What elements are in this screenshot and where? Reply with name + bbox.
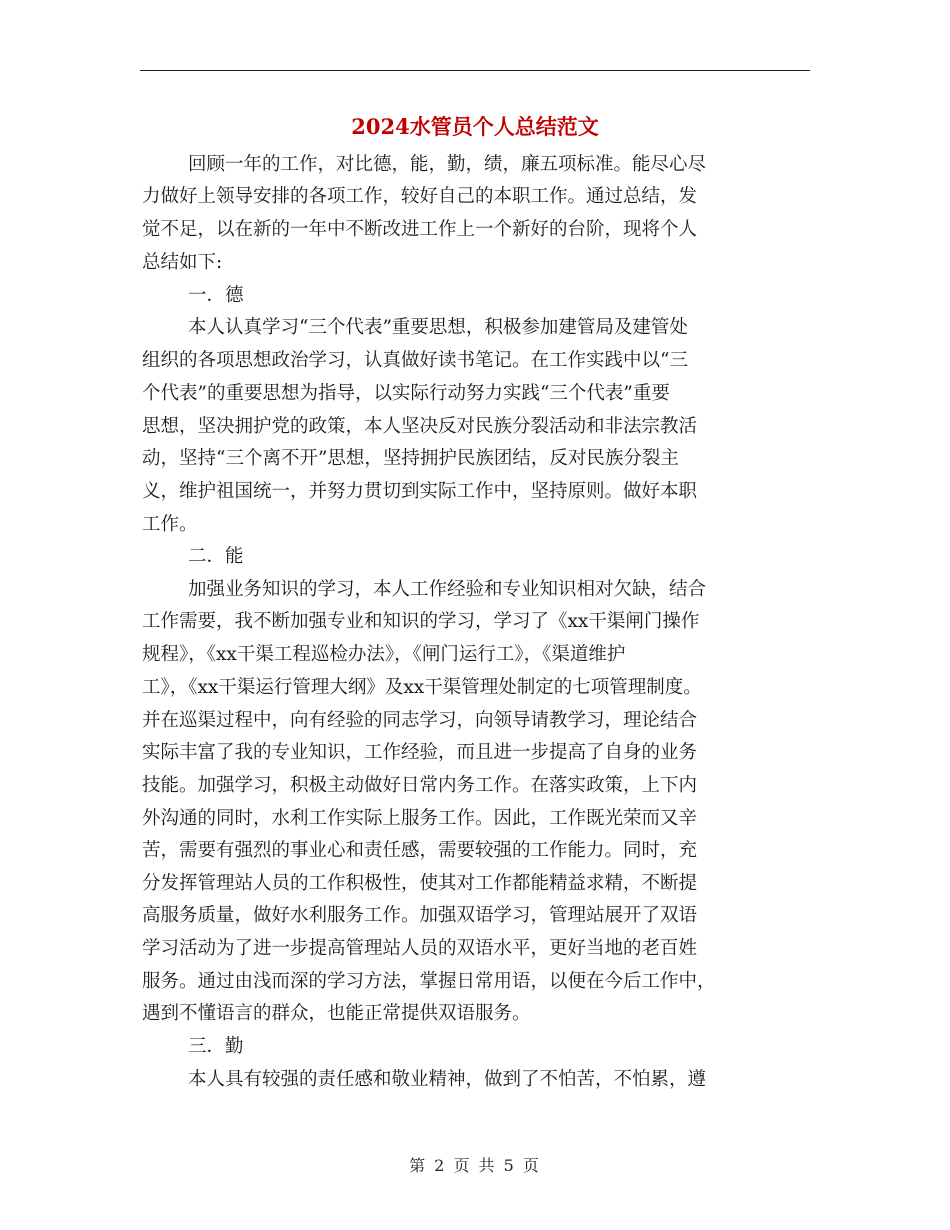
paragraph-line: 遇到不懂语言的群众，也能正常提供双语服务。 (142, 1003, 531, 1024)
paragraph-line: 工》，《xx干渠运行管理大纲》及xx干渠管理处制定的七项管理制度。 (142, 677, 702, 698)
paragraph-line: 苦，需要有强烈的事业心和责任感，需要较强的工作能力。同时，充 (142, 840, 698, 861)
paragraph-line: 力做好上领导安排的各项工作，较好自己的本职工作。通过总结，发 (142, 186, 698, 207)
header-rule (140, 70, 810, 71)
paragraph-line: 规程》，《xx干渠工程巡检办法》，《闸门运行工》，《渠道维护 (142, 644, 626, 665)
paragraph-line: 组织的各项思想政治学习，认真做好读书笔记。在工作实践中以“三 (142, 350, 688, 371)
page-number: 第 2 页 共 5 页 (409, 1156, 541, 1175)
paragraph-line: 义，维护祖国统一，并努力贯切到实际工作中，坚持原则。做好本职 (142, 481, 698, 502)
paragraph-line: 个代表”的重要思想为指导，以实际行动努力实践“三个代表”重要 (142, 383, 670, 404)
document-title: 2024水管员个人总结范文 (351, 114, 599, 139)
paragraph-line: 回顾一年的工作，对比德，能，勤，绩，廉五项标准。能尽心尽 (188, 154, 707, 175)
paragraph-line: 思想，坚决拥护党的政策，本人坚决反对民族分裂活动和非法宗教活 (142, 416, 698, 437)
section-heading-neng: 二．能 (188, 546, 244, 567)
paragraph-line: 实际丰富了我的专业知识，工作经验，而且进一步提高了自身的业务 (142, 742, 698, 763)
paragraph-line: 外沟通的同时，水利工作实际上服务工作。因此，工作既光荣而又辛 (142, 808, 698, 829)
paragraph-line: 分发挥管理站人员的工作积极性，使其对工作都能精益求精，不断提 (142, 873, 698, 894)
paragraph-line: 本人认真学习“三个代表”重要思想，积极参加建管局及建管处 (188, 317, 688, 338)
paragraph-line: 服务。通过由浅而深的学习方法，掌握日常用语，以便在今后工作中， (142, 971, 716, 992)
paragraph-line: 觉不足，以在新的一年中不断改进工作上一个新好的台阶，现将个人 (142, 219, 698, 240)
section-heading-qin: 三．勤 (188, 1036, 244, 1057)
paragraph-line: 总结如下: (142, 252, 223, 273)
paragraph-line: 学习活动为了进一步提高管理站人员的双语水平，更好当地的老百姓 (142, 938, 698, 959)
paragraph-line: 工作。 (142, 514, 198, 535)
paragraph-line: 加强业务知识的学习，本人工作经验和专业知识相对欠缺，结合 (188, 579, 707, 600)
section-heading-de: 一．德 (188, 285, 244, 306)
paragraph-line: 本人具有较强的责任感和敬业精神，做到了不怕苦，不怕累，遵 (188, 1069, 707, 1090)
paragraph-line: 工作需要，我不断加强专业和知识的学习，学习了《xx干渠闸门操作 (142, 611, 700, 632)
paragraph-line: 技能。加强学习，积极主动做好日常内务工作。在落实政策，上下内 (142, 775, 698, 796)
paragraph-line: 动，坚持“三个离不开”思想，坚持拥护民族团结，反对民族分裂主 (142, 448, 679, 469)
paragraph-line: 高服务质量，做好水利服务工作。加强双语学习，管理站展开了双语 (142, 905, 698, 926)
paragraph-line: 并在巡渠过程中，向有经验的同志学习，向领导请教学习，理论结合 (142, 710, 698, 731)
